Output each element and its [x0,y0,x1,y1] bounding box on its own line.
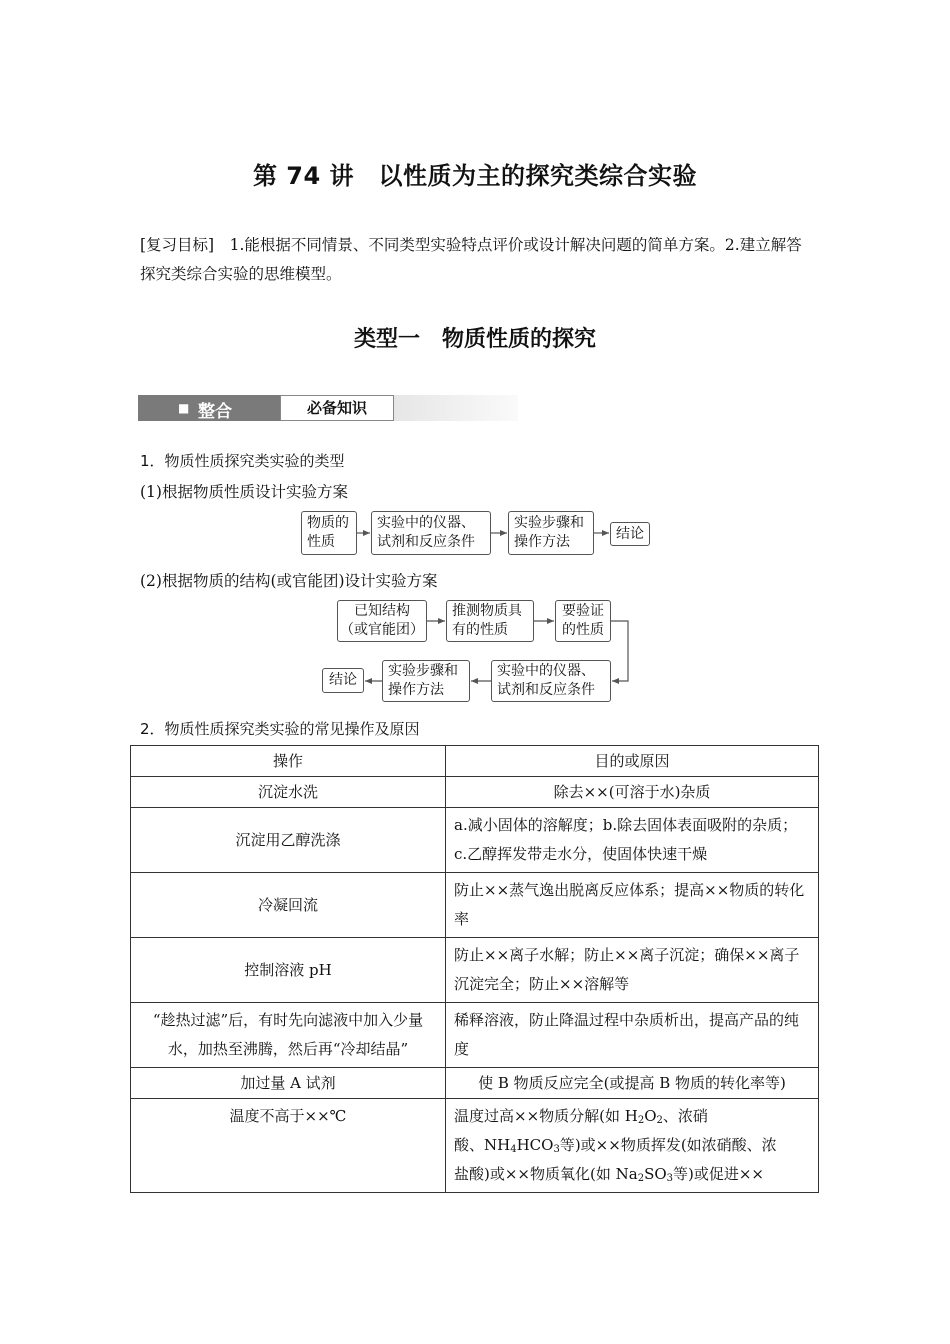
flow2-box-verify: 要验证 的性质 [555,600,611,642]
flow2-box-steps: 实验步骤和 操作方法 [382,660,470,702]
section-subtitle: 类型一 物质性质的探究 [353,327,596,352]
table-cell-operation: 冷凝回流 [131,873,446,938]
flow1-box-property: 物质的 性质 [301,511,357,555]
table-cell-reason: 防止××蒸气逸出脱离反应体系；提高××物质的转化率 [446,873,819,938]
operations-table [130,745,819,1193]
table-cell-reason: 温度过高××物质分解(如 $H_2O_2$、浓硝 酸、$NH_4HCO_3$等)或××物质挥发(如浓硝酸、浓 盐酸)或××物质氧化(如 $Na_2SO_3$等)或促进×× [446,1099,819,1193]
flow1-box-instruments: 实验中的仪器、 试剂和反应条件 [371,511,491,555]
table-row [131,873,819,938]
review-goal-text: 1.能根据不同情景、不同类型实验特点评价或设计解决问题的简单方案。2.建立解答探究类综合实验的思维模型。 [140,236,802,283]
table-cell-reason: 防止××离子水解；防止××离子沉淀；确保××离子沉淀完全；防止××溶解等 [446,938,819,1003]
table-row [131,777,819,808]
table-cell-reason: 除去××(可溶于水)杂质 [446,777,819,808]
flow2-box-conclusion: 结论 [322,668,364,693]
section1-item1: (1)根据物质性质设计实验方案 [140,483,348,501]
page-title: 第 74 讲 以性质为主的探究类综合实验 [252,162,698,190]
flow2-box-infer: 推测物质具 有的性质 [446,600,534,642]
table-cell-operation: 加过量 A 试剂 [131,1068,446,1099]
table-cell-reason: 稀释溶液，防止降温过程中杂质析出，提高产品的纯度 [446,1003,819,1068]
table-header-row [131,746,819,777]
review-goal-label: [复习目标] [140,236,215,254]
flow1-box-steps: 实验步骤和 操作方法 [508,511,594,555]
table-row [131,1003,819,1068]
header-operation: 操作 [131,746,446,777]
section2-heading: 2．物质性质探究类实验的常见操作及原因 [140,720,420,738]
banner-main-label: 整合 [198,402,232,422]
table-row [131,808,819,873]
flow2-box-instruments: 实验中的仪器、 试剂和反应条件 [491,660,611,702]
flow2-arrow-3 [611,621,628,681]
table-cell-operation: 温度不高于××℃ [131,1099,446,1193]
table-row [131,1068,819,1099]
square-icon: ■ [178,401,190,415]
table-cell-operation: 沉淀用乙醇洗涤 [131,808,446,873]
header-reason: 目的或原因 [446,746,819,777]
table-cell-reason: a.减小固体的溶解度；b.除去固体表面吸附的杂质；c.乙醇挥发带走水分，使固体快速干燥 [446,808,819,873]
section1-heading: 1．物质性质探究类实验的类型 [140,452,345,470]
flow1-box-conclusion: 结论 [610,522,650,546]
section1-item2: (2)根据物质的结构(或官能团)设计实验方案 [140,572,438,590]
flow2-box-structure: 已知结构 （或官能团） [337,600,427,642]
table-row [131,938,819,1003]
banner-tab-label: 必备知识 [280,395,394,421]
table-cell-operation: 控制溶液 pH [131,938,446,1003]
table-cell-operation: 沉淀水洗 [131,777,446,808]
table-cell-operation: “趁热过滤”后，有时先向滤液中加入少量水，加热至沸腾，然后再“冷却结晶” [131,1003,446,1068]
table-cell-reason: 使 B 物质反应完全(或提高 B 物质的转化率等) [446,1068,819,1099]
table-row [131,1099,819,1193]
